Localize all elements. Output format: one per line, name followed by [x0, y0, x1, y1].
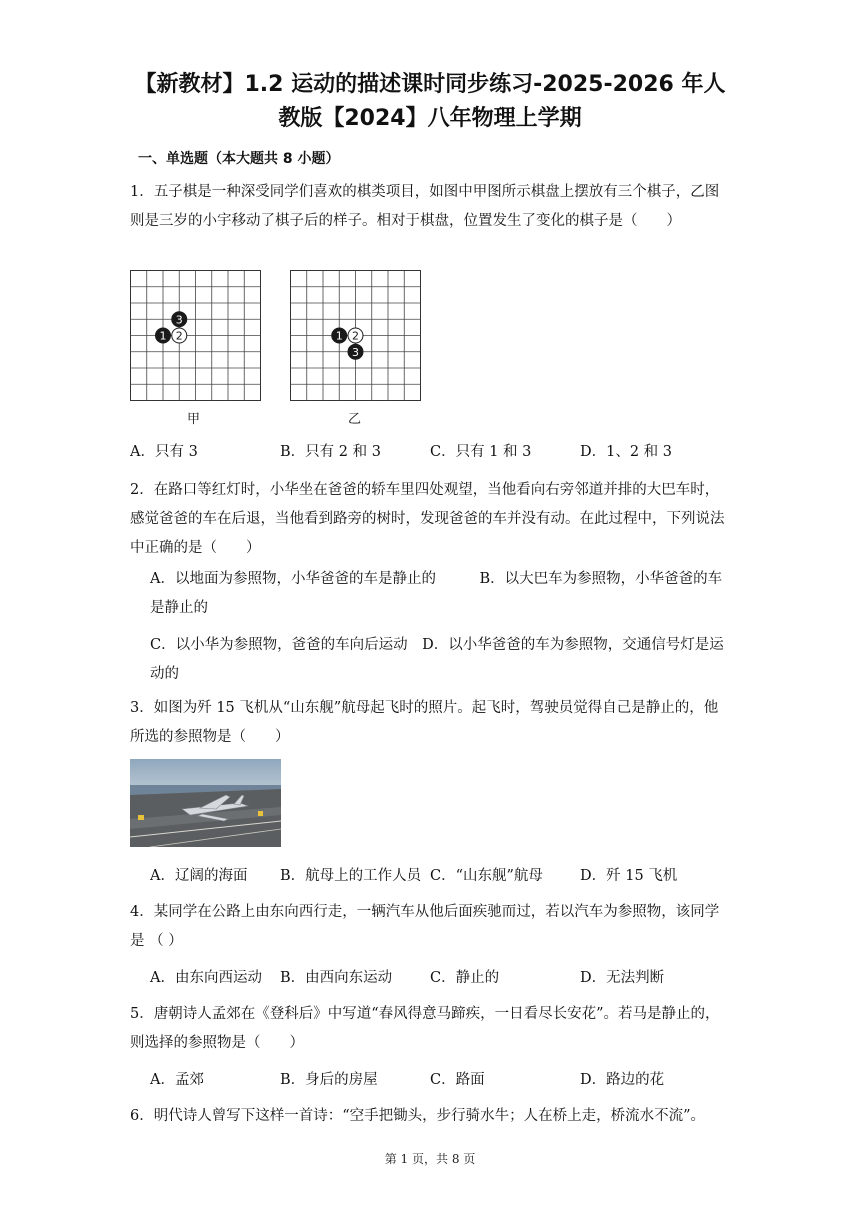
option-b: B．由西向东运动: [280, 970, 393, 986]
section-heading: 一、单选题（本大题共 8 小题）: [138, 151, 340, 167]
option-c: C．静止的: [430, 970, 500, 986]
question-5-options: [130, 1068, 730, 1094]
option-a: A．由东向西运动: [150, 970, 262, 986]
option-b: B．只有 2 和 3: [280, 444, 381, 460]
go-piece-label: 3: [352, 345, 359, 359]
option-d: D．路边的花: [580, 1072, 665, 1088]
go-piece-label: 2: [352, 329, 359, 343]
option-c: C．路面: [430, 1072, 485, 1088]
aircraft-carrier-photo: [130, 759, 281, 847]
option-d: D．1、2 和 3: [580, 444, 673, 460]
option-b: B．身后的房屋: [280, 1072, 378, 1088]
question-1-options: [130, 440, 730, 466]
question-5-text: 5．唐朝诗人孟郊在《登科后》中写道“春风得意马蹄疾，一日看尽长安花”。若马是静止的，则选择的参照物是（ ）: [130, 1006, 720, 1051]
question-3-text: 3．如图为歼 15 飞机从“山东舰”航母起飞时的照片。起飞时，驾驶员觉得自己是静止的，他所选的参照物是（ ）: [130, 700, 719, 745]
question-3-options: [130, 864, 730, 890]
go-board-figure: [130, 270, 430, 430]
page-footer: 第 1 页，共 8 页: [384, 1152, 476, 1166]
question-4-options: [130, 966, 730, 992]
question-2-text: 2．在路口等红灯时，小华坐在爸爸的轿车里四处观望，当他看向右旁邻道并排的大巴车时，感觉爸爸的车在后退，当他看到路旁的树时，发现爸爸的车并没有动。在此过程中，下列说法中正确的是（ ）: [130, 482, 725, 556]
caption-board-a: 甲: [187, 412, 201, 427]
option-a: A．辽阔的海面: [150, 868, 248, 884]
option-c: C．“山东舰”航母: [430, 868, 543, 884]
go-piece-label: 3: [175, 313, 183, 327]
question-2-options-row-1: A．以地面为参照物，小华爸爸的车是静止的 B．以大巴车为参照物，小华爸爸的车是静止的: [150, 571, 723, 616]
option-a: A．只有 3: [130, 444, 198, 460]
title-line-1: 【新教材】1.2 运动的描述课时同步练习-2025-2026 年人: [134, 72, 726, 97]
caption-board-b: 乙: [348, 412, 362, 427]
page-title: [100, 68, 760, 136]
option-d: D．无法判断: [580, 970, 665, 986]
title-line-2: 教版【2024】八年物理上学期: [278, 106, 582, 131]
option-a: A．孟郊: [150, 1072, 204, 1088]
go-piece-label: 2: [175, 329, 183, 343]
question-4-text: 4．某同学在公路上由东向西行走，一辆汽车从他后面疾驰而过，若以汽车为参照物，该同学是 （ ）: [130, 904, 720, 949]
question-1-text: 1．五子棋是一种深受同学们喜欢的棋类项目，如图中甲图所示棋盘上摆放有三个棋子，乙图则是三岁的小宇移动了棋子后的样子。相对于棋盘，位置发生了变化的棋子是（ ）: [130, 184, 720, 229]
question-6-text: 6．明代诗人曾写下这样一首诗：“空手把锄头，步行骑水牛；人在桥上走，桥流水不流”。: [130, 1108, 706, 1124]
option-c: C．只有 1 和 3: [430, 444, 532, 460]
option-d: D．歼 15 飞机: [580, 868, 678, 884]
option-b: B．航母上的工作人员: [280, 868, 422, 884]
go-piece-label: 1: [335, 329, 343, 343]
question-2-options-row-2: C．以小华为参照物，爸爸的车向后运动 D．以小华爸爸的车为参照物，交通信号灯是运动的: [150, 637, 724, 682]
board-b: [291, 271, 421, 401]
go-piece-label: 1: [159, 329, 167, 343]
board-a: [131, 271, 261, 401]
